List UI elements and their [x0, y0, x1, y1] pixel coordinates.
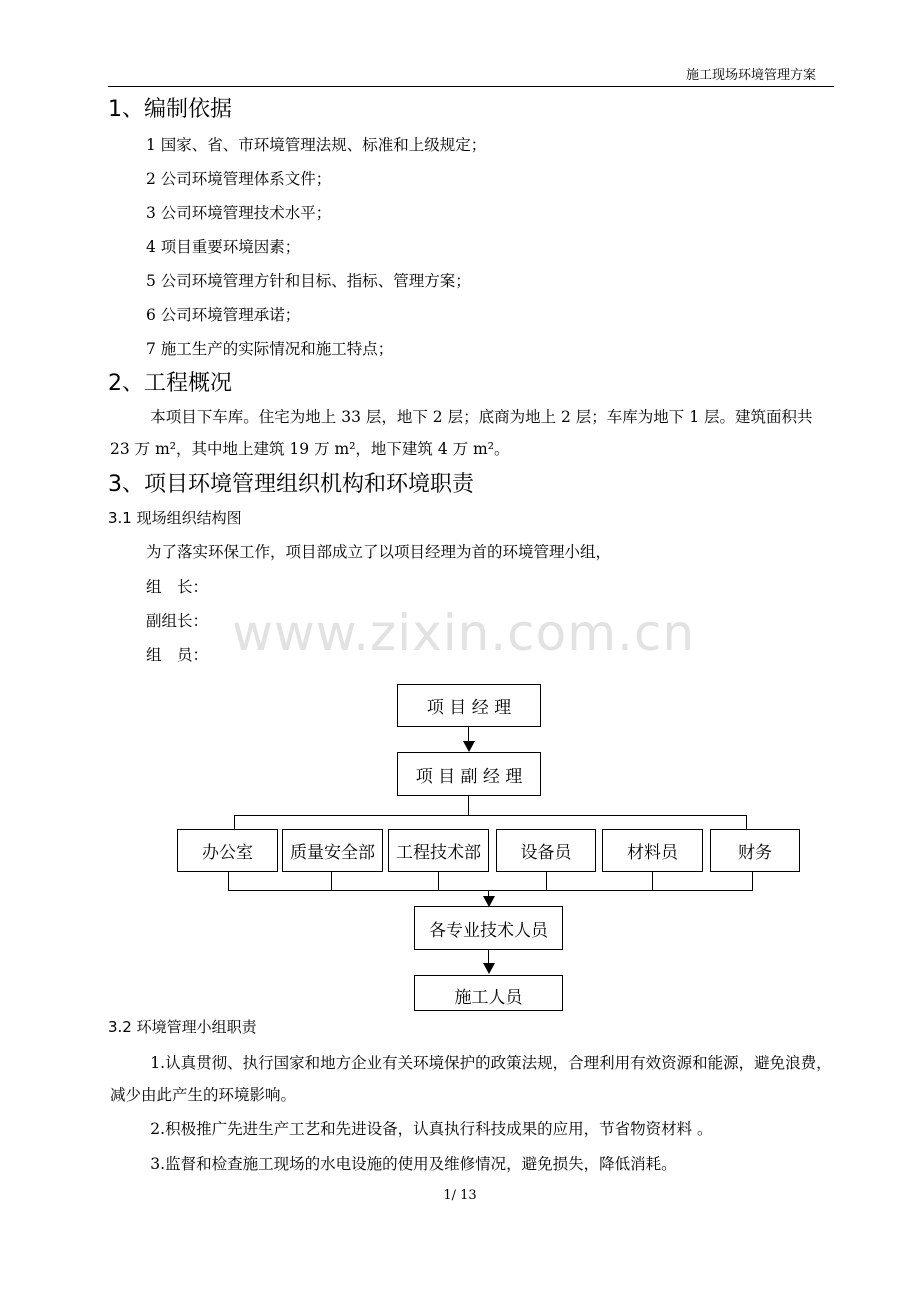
org-node-department: 办公室 [177, 829, 278, 872]
group-intro: 为了落实环保工作，项目部成立了以项目经理为首的环境管理小组， [146, 543, 612, 561]
group-leader-label: 组 长： [146, 578, 209, 596]
header-rule [108, 86, 834, 87]
org-node-department: 设备员 [496, 829, 596, 872]
org-node-workers: 施工人员 [414, 975, 563, 1011]
connector-line [546, 872, 547, 891]
org-node-deputy-manager: 项 目 副 经 理 [397, 752, 541, 796]
duty-item: 1.认真贯彻、执行国家和地方企业有关环境保护的政策法规，合理利用有效资源和能源，避免浪费，减少由此产生的环境影响。 [110, 1054, 832, 1104]
basis-item: 1 国家、省、市环境管理法规、标准和上级规定； [146, 136, 487, 154]
connector-line [652, 872, 653, 891]
section-3-heading: 3、项目环境管理组织机构和环境职责 [108, 472, 474, 497]
connector-line [331, 872, 332, 891]
connector-line [438, 872, 439, 891]
section-2-heading: 2、工程概况 [108, 371, 232, 396]
arrow-down-icon [483, 963, 495, 974]
basis-item: 5 公司环境管理方针和目标、指标、管理方案； [146, 272, 471, 290]
connector-line [468, 796, 469, 816]
org-node-department: 工程技术部 [388, 829, 489, 872]
basis-item: 7 施工生产的实际情况和施工特点； [146, 340, 394, 358]
basis-item: 3 公司环境管理技术水平； [146, 204, 332, 222]
org-node-department: 材料员 [602, 829, 703, 872]
duty-item: 3.监督和检查施工现场的水电设施的使用及维修情况，避免损失，降低消耗。 [150, 1155, 677, 1173]
org-node-department: 质量安全部 [282, 829, 383, 872]
org-node-technical-staff: 各专业技术人员 [414, 906, 563, 950]
org-node-project-manager: 项 目 经 理 [397, 684, 541, 727]
basis-item: 2 公司环境管理体系文件； [146, 170, 332, 188]
connector-line [234, 815, 235, 830]
connector-line [228, 890, 753, 891]
group-vice-leader-label: 副组长： [146, 612, 209, 630]
running-header: 施工现场环境管理方案 [685, 68, 816, 83]
basis-item: 6 公司环境管理承诺； [146, 306, 301, 324]
page-number: 1/ 13 [443, 1188, 477, 1203]
subsection-3-1-heading: 3.1 现场组织结构图 [108, 509, 242, 527]
basis-item: 4 项目重要环境因素； [146, 238, 301, 256]
connector-line [234, 815, 747, 816]
subsection-3-2-heading: 3.2 环境管理小组职责 [108, 1018, 257, 1036]
section-1-heading: 1、编制依据 [108, 97, 232, 122]
org-node-department: 财务 [710, 829, 800, 872]
connector-line [746, 815, 747, 830]
arrow-down-icon [463, 741, 475, 752]
connector-line [228, 872, 229, 891]
group-member-label: 组 员： [146, 646, 209, 664]
connector-line [752, 872, 753, 891]
watermark: www.zixin.com.cn [232, 604, 696, 662]
duty-item: 2.积极推广先进生产工艺和先进设备，认真执行科技成果的应用，节省物资材料 。 [150, 1120, 713, 1138]
project-overview: 本项目下车库。住宅为地上 33 层，地下 2 层；底商为地上 2 层；车库为地下 1 层。建筑面积共 23 万 m²，其中地上建筑 19 万 m²，地下建筑 4 万 m²。 [110, 408, 813, 458]
